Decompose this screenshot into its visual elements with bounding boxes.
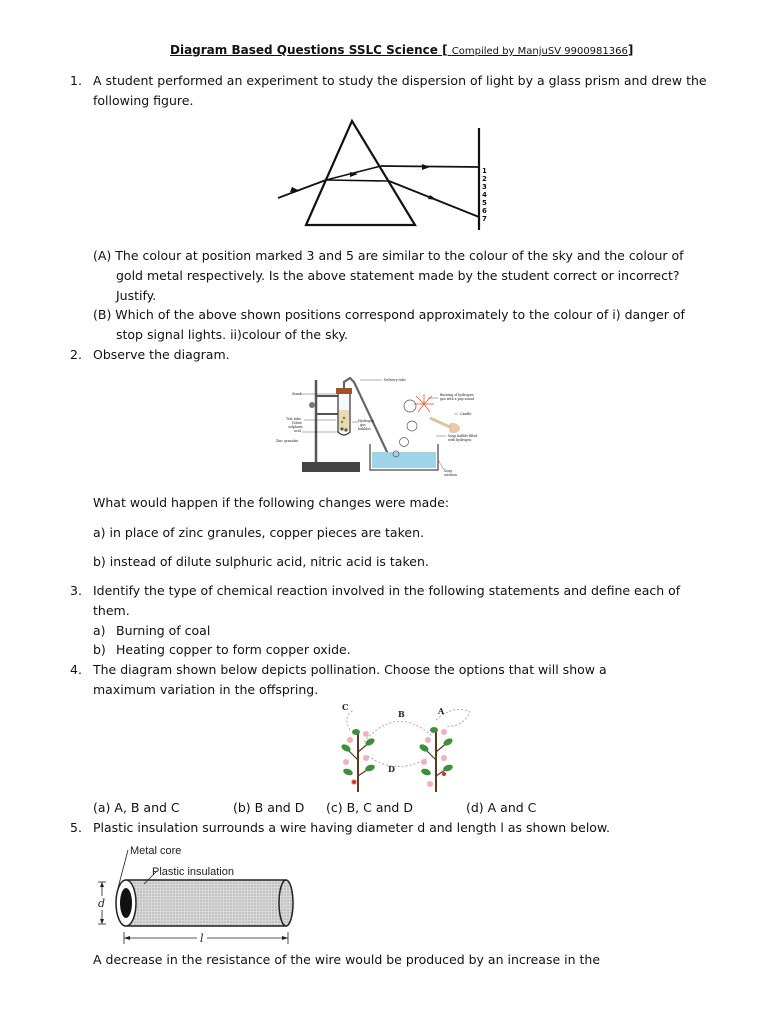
q2-text: Observe the diagram. — [93, 347, 230, 362]
position-labels — [482, 167, 487, 223]
soap-bubble-3 — [407, 421, 417, 431]
position-7: 7 — [482, 215, 487, 223]
q3-item-a-text: Burning of coal — [116, 623, 211, 638]
label-pop-sound: gas with a pop sound — [440, 397, 475, 401]
label-hydrogen: Hydrogen — [358, 419, 375, 423]
emergent-arrow-bottom — [428, 195, 437, 200]
label-dilute: Dilute — [292, 421, 302, 425]
label-soap-bubble: Soap bubble filled — [448, 434, 478, 438]
q1-number: 1. — [70, 73, 82, 88]
q4-text-line2: maximum variation in the offspring. — [93, 682, 319, 697]
q2-prompt: What would happen if the following changes were made: — [93, 495, 450, 510]
q4-option-c: (c) B, C and D — [326, 800, 413, 815]
hand — [450, 424, 460, 433]
compiled-by: Compiled by ManjuSV 9900981366 — [451, 46, 628, 57]
wire-figure — [92, 840, 298, 950]
q1-partB-line1: (B) Which of the above shown positions correspond approximately to the colour of i) danger of — [93, 307, 685, 322]
soap-bubble-2 — [400, 438, 409, 447]
insulation-far-end — [279, 880, 293, 926]
title-bracket-open: [ — [442, 43, 448, 57]
title-text: Diagram Based Questions SSLC Science — [170, 43, 438, 57]
label-bubbles: bubbles — [358, 427, 371, 431]
position-6: 6 — [482, 207, 487, 215]
q4-text-line1: The diagram shown below depicts pollination. Choose the options that will show a — [93, 662, 607, 677]
label-solution: solution — [444, 473, 457, 477]
q4-option-b: (b) B and D — [233, 800, 305, 815]
q3-item-b-label: b) — [93, 642, 106, 657]
q2-number: 2. — [70, 347, 82, 362]
label-sulphuric: sulphuric — [288, 425, 304, 429]
label-l: l — [200, 932, 204, 945]
label-d: d — [98, 897, 106, 910]
position-4: 4 — [482, 191, 487, 199]
q1-text-line1: A student performed an experiment to study the dispersion of light by a glass prism and drew the — [93, 73, 707, 88]
acid-fill — [339, 410, 349, 430]
candle — [430, 418, 452, 428]
q3-text-line1: Identify the type of chemical reaction involved in the following statements and define each of — [93, 583, 681, 598]
position-3: 3 — [482, 183, 487, 191]
q1-partA-line2: gold metal respectively. Is the above statement made by the student correct or incorrect? — [116, 268, 680, 283]
label-zinc: Zinc granules — [276, 439, 299, 443]
q2-option-b: b) instead of dilute sulphuric acid, nitric acid is taken. — [93, 554, 429, 569]
metal-core — [120, 888, 132, 918]
zinc-granule-2 — [344, 428, 347, 431]
label-c: C — [342, 702, 349, 712]
soap-bubble-4 — [404, 400, 416, 412]
position-1: 1 — [482, 167, 487, 175]
label-with-hydrogen: with hydrogen — [448, 438, 472, 442]
q1-partA-line3: Justify. — [116, 288, 157, 303]
label-delivery-tube: Delivery tube — [384, 378, 406, 382]
label-candle: Candle — [460, 412, 472, 416]
label-soap: Soap — [444, 469, 453, 473]
q2-option-a: a) in place of zinc granules, copper pieces are taken. — [93, 525, 424, 540]
pollination-figure — [336, 700, 480, 796]
inner-ray-bottom — [326, 180, 389, 181]
zinc-granule-1 — [340, 427, 343, 430]
glass-prism — [306, 121, 415, 225]
label-plastic-insulation: Plastic insulation — [152, 866, 234, 878]
title-bracket-close: ] — [627, 43, 634, 57]
q5-number: 5. — [70, 820, 82, 835]
label-stand: Stand — [292, 392, 302, 396]
clamp-screw — [309, 402, 315, 408]
q1-partA-line1: (A) The colour at position marked 3 and 5 are similar to the colour of the sky and the colour of — [93, 248, 684, 263]
label-test-tube: Test tube — [286, 417, 301, 421]
q4-option-d: (d) A and C — [466, 800, 537, 815]
label-metal-core: Metal core — [130, 845, 182, 857]
position-2: 2 — [482, 175, 487, 183]
q3-number: 3. — [70, 583, 82, 598]
q5-continuation: A decrease in the resistance of the wire would be produced by an increase in the — [93, 952, 601, 967]
emergent-arrow-top — [422, 164, 430, 170]
q3-text-line2: them. — [93, 603, 130, 618]
label-d: D — [388, 764, 395, 774]
q4-number: 4. — [70, 662, 82, 677]
emergent-ray-top — [381, 166, 479, 167]
position-5: 5 — [482, 199, 487, 207]
arc-d — [368, 756, 428, 767]
cork — [336, 388, 352, 394]
soap-solution — [372, 452, 436, 468]
label-b: B — [398, 709, 405, 719]
q3-item-a-label: a) — [93, 623, 106, 638]
label-a: A — [438, 706, 445, 716]
label-burning: Burning of hydrogen — [440, 393, 474, 397]
arc-c — [347, 710, 354, 730]
stand-base — [302, 462, 360, 472]
q1-partB-line2: stop signal lights. ii)colour of the sky. — [116, 327, 348, 342]
arc-b — [364, 721, 432, 742]
q5-text: Plastic insulation surrounds a wire having diameter d and length l as shown below. — [93, 820, 610, 835]
q4-option-a: (a) A, B and C — [93, 800, 180, 815]
q1-text-line2: following figure. — [93, 93, 194, 108]
q3-item-b-text: Heating copper to form copper oxide. — [116, 642, 351, 657]
insulation-body — [126, 880, 286, 926]
label-acid: acid — [294, 429, 301, 433]
prism-dispersion-figure — [270, 118, 500, 238]
page-title — [170, 43, 633, 57]
flame-burst — [414, 394, 434, 412]
label-gas: gas — [360, 423, 366, 427]
hydrogen-experiment-figure — [272, 374, 504, 484]
